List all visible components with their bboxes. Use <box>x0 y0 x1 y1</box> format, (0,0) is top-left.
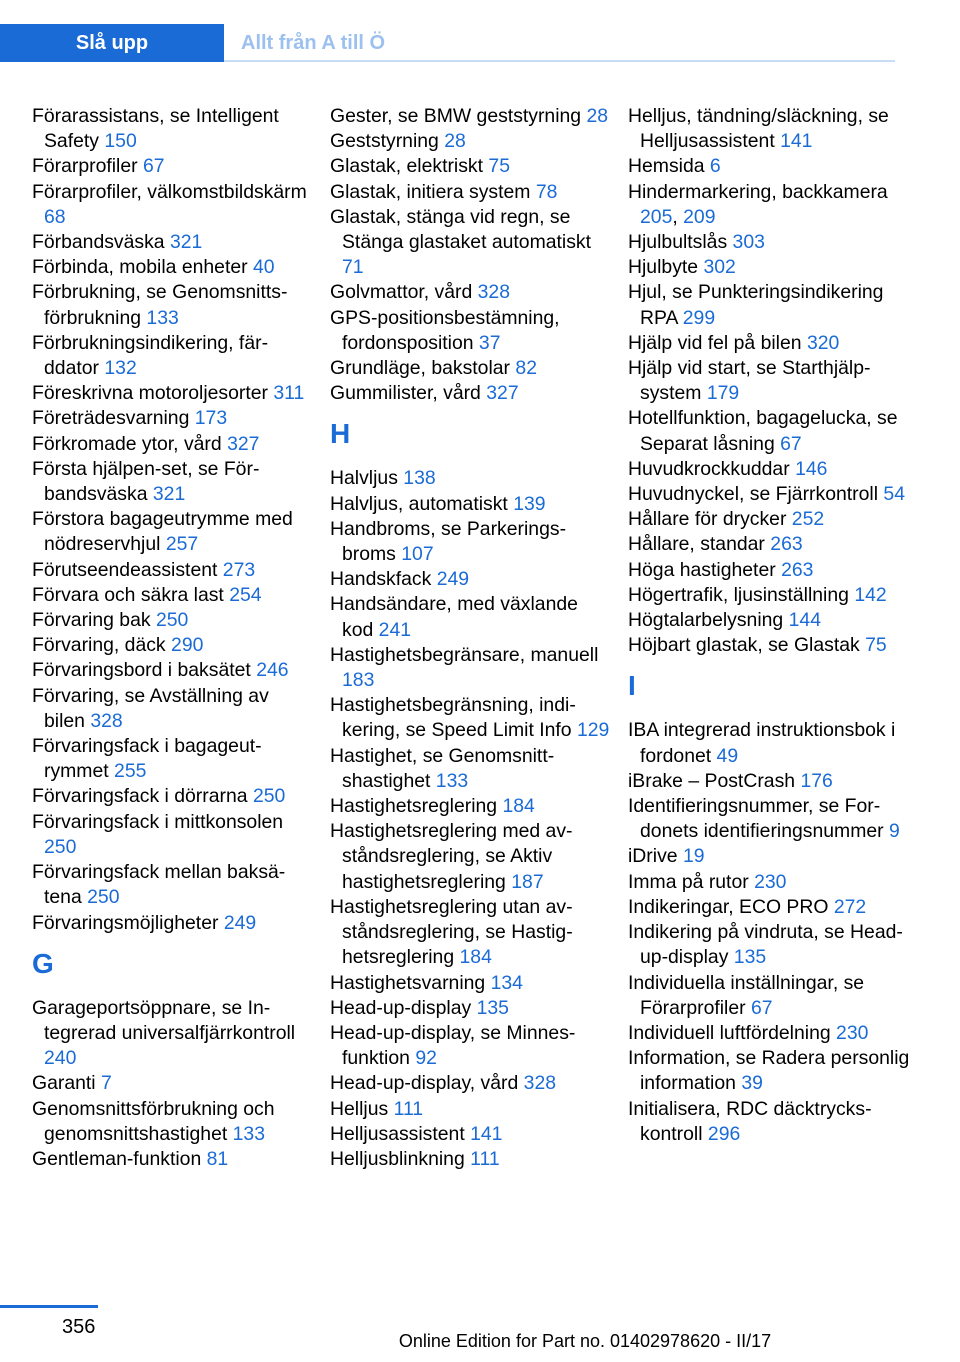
page-link[interactable]: 81 <box>206 1147 229 1170</box>
top-navigation <box>0 0 960 62</box>
index-entry-text: Grundläge, bakstolar <box>330 357 511 380</box>
index-entry <box>628 895 918 920</box>
index-entry-text: Förvaringsfack mellan baksätena <box>32 861 286 909</box>
page-link[interactable]: 230 <box>754 870 787 893</box>
page-link[interactable]: 320 <box>806 331 840 354</box>
index-entry <box>628 1046 918 1096</box>
index-entry-text: Hållare, standar <box>628 533 765 556</box>
page-link[interactable]: 273 <box>222 558 256 581</box>
index-entry-text: Hastighetsbegränsare, manuell <box>330 643 599 666</box>
index-entry-text: Head-up-display <box>330 996 472 1019</box>
index-entry <box>32 810 312 860</box>
index-entry <box>628 1097 918 1147</box>
index-entry-text: Handsändare, med växlande kod <box>330 593 578 641</box>
page-link[interactable]: 67 <box>780 432 802 455</box>
index-entry-text: Förvaringsfack i mittkonsolen <box>32 810 284 833</box>
page-link[interactable]: 263 <box>770 533 803 556</box>
index-entry-text: Förbandsväska <box>32 231 165 254</box>
page-link[interactable]: 141 <box>780 130 813 153</box>
index-entry-text: Indikering på vindruta, se Head-up-display <box>628 921 903 969</box>
index-entry <box>32 154 312 179</box>
index-entry-text: IBA integrerad instruktionsbok i fordonet <box>628 719 896 767</box>
index-entry-text: Hindermarkering, backkamera <box>628 180 888 203</box>
page-link[interactable]: 144 <box>788 609 821 632</box>
page-link[interactable]: 250 <box>87 886 120 909</box>
index-entry-text: Hastighetsreglering med avståndsreglering, se Aktiv hastighetsreglering <box>330 820 573 893</box>
index-entry <box>330 356 610 381</box>
index-entry <box>330 895 610 971</box>
index-entry-text: Hjälp vid start, se Starthjälpsystem <box>628 357 871 405</box>
index-entry-text: Förstora bagageutrymme med nödreservhjul <box>32 508 293 556</box>
page-link[interactable]: 134 <box>490 971 523 994</box>
page-link[interactable]: 133 <box>146 306 179 329</box>
index-entry <box>32 1071 312 1096</box>
index-entry <box>32 558 312 583</box>
page-link[interactable]: 240 <box>44 1047 77 1070</box>
index-entry <box>32 633 312 658</box>
page-link[interactable]: 249 <box>223 911 257 934</box>
index-entry <box>628 507 918 532</box>
index-entry-text: Hemsida <box>628 155 705 178</box>
index-entry-text: Helljus <box>330 1097 389 1120</box>
index-entry-text: Initialisera, RDC däcktryckskontroll <box>628 1097 872 1145</box>
index-entry <box>628 255 918 280</box>
index-entry-text: Förarprofiler, välkomstbildskärm <box>32 180 307 203</box>
index-entry-text: Genomsnittsförbrukning och genomsnittshastighet <box>32 1097 275 1145</box>
page-link[interactable]: 135 <box>733 946 767 969</box>
index-entry-text: Hållare för drycker <box>628 508 787 531</box>
index-entry-text: Föreskrivna motoroljesorter <box>32 382 268 405</box>
index-entry <box>32 1097 312 1147</box>
index-entry <box>628 482 918 507</box>
index-entry-text: Hastighetsreglering <box>330 795 498 818</box>
index-entry-text: Företrädesvarning <box>32 407 190 430</box>
index-entry-text: Hjälp vid fel på bilen <box>628 331 802 354</box>
page-link[interactable]: 327 <box>486 382 519 405</box>
index-entry: Hindermarkering, backkamera 205, 209 <box>628 180 888 228</box>
index-entry <box>628 583 918 608</box>
index-entry-text: Gester, se BMW geststyrning <box>330 105 582 127</box>
index-entry-text: Förutseendeassistent <box>32 558 218 581</box>
index-entry <box>628 154 918 179</box>
index-entry <box>330 1097 610 1122</box>
index-entry-text: Indikeringar, ECO PRO <box>628 895 829 918</box>
index-entry-text: Högertrafik, ljusinställning <box>628 583 849 606</box>
page-link[interactable]: 179 <box>706 382 740 405</box>
page-link[interactable]: 250 <box>252 785 286 808</box>
index-entry-text: Glastak, stänga vid regn, se Stänga glastaket automatiskt <box>330 205 591 254</box>
index-entry-text: Höga hastigheter <box>628 558 776 581</box>
page-link[interactable]: 299 <box>682 306 716 329</box>
page-link[interactable]: 255 <box>114 760 147 783</box>
page-link[interactable]: 296 <box>707 1122 741 1145</box>
page-link[interactable]: 7 <box>100 1072 112 1095</box>
page-link[interactable]: 328 <box>523 1072 557 1095</box>
page-link[interactable]: 19 <box>682 845 705 868</box>
page-link[interactable]: 272 <box>833 895 867 918</box>
page-link[interactable]: 67 <box>143 155 165 178</box>
page-link[interactable]: 250 <box>44 835 77 858</box>
index-entry <box>330 205 610 281</box>
page-link[interactable]: 37 <box>478 331 501 354</box>
page-link[interactable]: 6 <box>709 155 721 178</box>
page-link[interactable]: 303 <box>732 231 765 254</box>
index-entry-text: Höjbart glastak, se Glastak <box>628 634 860 657</box>
index-entry-text: Högtalarbelysning <box>628 609 784 632</box>
index-entry-text: Golvmattor, vård <box>330 281 473 304</box>
index-entry <box>330 517 610 567</box>
index-entry <box>32 331 312 381</box>
page-link[interactable]: 241 <box>378 618 412 641</box>
page-link[interactable]: 67 <box>751 996 773 1019</box>
footer-rule <box>0 1305 98 1308</box>
index-entry-text: Förvaringsbord i baksätet <box>32 659 251 682</box>
index-entry-text: Hjulbyte <box>628 256 699 279</box>
index-entry <box>628 971 918 1021</box>
index-entry <box>330 280 610 305</box>
index-entry-text: Helljus, tändning/släckning, se Helljusassistent <box>628 105 889 153</box>
index-entry <box>32 1147 312 1172</box>
page-link[interactable]: 311 <box>273 382 305 405</box>
page-link[interactable]: 28 <box>586 105 609 127</box>
page-link[interactable]: 54 <box>883 483 905 506</box>
index-entry <box>628 920 918 970</box>
index-entry <box>330 492 610 517</box>
index-entry <box>628 331 918 356</box>
index-entry <box>32 583 312 608</box>
page-link[interactable]: 39 <box>741 1072 763 1095</box>
page-link[interactable]: 142 <box>854 583 887 606</box>
index-entry <box>32 684 312 734</box>
index-entry-text: Förvaring bak <box>32 609 151 632</box>
page-link[interactable]: 133 <box>435 769 469 792</box>
index-entry-text: iDrive <box>628 845 678 868</box>
page-link[interactable]: 68 <box>44 205 66 228</box>
index-entry-text: Individuella inställningar, se Förarprofiler <box>628 971 865 1019</box>
index-entry-text: Förvaringsfack i dörrarna <box>32 785 248 808</box>
index-entry <box>628 718 918 768</box>
page-link[interactable]: 230 <box>836 1021 869 1044</box>
index-entry <box>32 457 312 507</box>
index-entry <box>330 794 610 819</box>
page-link[interactable]: 184 <box>502 795 535 818</box>
index-entry-text: Förarassistans, se Intelligent Safety <box>32 105 279 153</box>
index-entry <box>330 466 610 491</box>
index-entry <box>628 794 918 844</box>
index-entry <box>628 280 918 330</box>
index-entry-text: Huvudnyckel, se Fjärrkontroll <box>628 483 879 506</box>
index-entry <box>32 406 312 431</box>
index-entry <box>32 230 312 255</box>
index-column-3 <box>628 104 918 1147</box>
page-link[interactable]: 111 <box>470 1147 500 1170</box>
page-link[interactable]: 205 <box>640 205 673 228</box>
index-entry-text: Hjulbultslås <box>628 231 728 254</box>
page-link[interactable]: 133 <box>232 1122 265 1145</box>
section-letter: G <box>32 947 54 979</box>
index-entry <box>628 769 918 794</box>
index-entry <box>330 1071 610 1096</box>
index-entry-text: Garageportsöppnare, se Integrerad universalfjärrkontroll <box>32 996 296 1044</box>
index-entry <box>32 280 312 330</box>
page-link[interactable]: 321 <box>169 231 203 254</box>
index-entry <box>628 608 918 633</box>
page-link[interactable]: 327 <box>227 432 260 455</box>
page-link[interactable]: 132 <box>104 357 137 380</box>
index-entry-text: Förvaringsmöjligheter <box>32 911 219 934</box>
index-entry-text: Information, se Radera personlig information <box>628 1047 910 1095</box>
index-entry-text: Identifieringsnummer, se Fordonets identifieringsnummer <box>628 795 884 843</box>
page-link[interactable]: 246 <box>256 659 289 682</box>
index-entry <box>628 633 918 658</box>
index-entry-text: Handbroms, se Parkeringsbroms <box>330 517 567 566</box>
index-entry-text: Imma på rutor <box>628 870 749 893</box>
page-link[interactable]: 40 <box>252 256 275 279</box>
section-letter: I <box>628 670 636 702</box>
index-entry-text: GPS-positionsbestämning, fordonsposition <box>330 306 560 354</box>
index-entry-text: Glastak, elektriskt <box>330 155 484 178</box>
index-entry-text: Hotellfunktion, bagagelucka, se Separat låsning <box>628 407 898 455</box>
page-link[interactable]: 107 <box>401 543 434 566</box>
index-entry <box>628 558 918 583</box>
index-entry <box>628 844 918 869</box>
page-link[interactable]: 9 <box>888 820 900 843</box>
index-entry <box>330 381 610 406</box>
index-entry-text: Förbrukning, se Genomsnittsförbrukning <box>32 281 288 329</box>
index-entry-text: Förvara och säkra last <box>32 583 224 606</box>
index-entry-text: Förvaring, däck <box>32 634 166 657</box>
page-link[interactable]: 183 <box>342 669 375 692</box>
page-link[interactable]: 146 <box>795 457 828 480</box>
page-link[interactable]: 290 <box>171 634 204 657</box>
index-entry-text: Förvaringsfack i bagageutrymmet <box>32 735 262 783</box>
page-link[interactable]: 250 <box>155 609 189 632</box>
index-entry-text: Helljusassistent <box>330 1122 465 1145</box>
index-entry-text: Garanti <box>32 1072 96 1095</box>
index-entry <box>32 507 312 557</box>
page-link[interactable]: 254 <box>229 583 262 606</box>
index-entry-text: Förkromade ytor, vård <box>32 432 222 455</box>
page-link[interactable]: 82 <box>515 357 537 380</box>
edition-footer: Online Edition for Part no. 01402978620 - II/17 <box>398 1331 772 1351</box>
index-entry-text: Handskfack <box>330 568 432 591</box>
index-entry <box>628 406 918 456</box>
index-column-1 <box>32 104 312 1172</box>
index-entry-text: Gummilister, vård <box>330 382 481 405</box>
index-entry-text: Glastak, initiera system <box>330 180 531 203</box>
page-link[interactable]: 184 <box>459 946 492 969</box>
page-link[interactable]: 209 <box>683 205 716 228</box>
index-entry-text: Head-up-display, se Minnesfunktion <box>330 1021 576 1070</box>
page-link[interactable]: 249 <box>436 568 470 591</box>
page-link[interactable]: 328 <box>90 709 123 732</box>
page-link[interactable]: 129 <box>576 719 610 742</box>
index-entry <box>32 658 312 683</box>
index-entry-text: iBrake – PostCrash <box>628 769 796 792</box>
index-entry <box>330 1122 610 1147</box>
page-link[interactable]: 150 <box>104 130 137 153</box>
index-entry <box>330 306 610 356</box>
index-entry-text: Halvljus, automatiskt <box>330 492 508 515</box>
header-rule <box>224 60 895 62</box>
page-link[interactable]: 75 <box>488 155 510 178</box>
index-entry <box>628 870 918 895</box>
index-entry <box>330 819 610 895</box>
index-column-2 <box>330 104 610 1172</box>
index-entry-text: Förbrukningsindikering, färddator <box>32 331 269 380</box>
page-link[interactable]: 71 <box>342 256 364 279</box>
index-entry <box>330 104 610 129</box>
page-link[interactable]: 141 <box>470 1122 503 1145</box>
index-entry-text: Förarprofiler <box>32 155 138 178</box>
index-entry-text: Hastighetsvarning <box>330 971 486 994</box>
page-link[interactable]: 328 <box>477 281 510 304</box>
index-entry <box>330 180 610 205</box>
index-entry <box>330 1021 610 1071</box>
index-entry-text: Gentleman-funktion <box>32 1147 202 1170</box>
index-entry <box>32 381 312 406</box>
page-link[interactable]: 173 <box>194 407 228 430</box>
index-entry-text: Hastighetsreglering utan avståndsreglering, se Hastighetsreglering <box>330 895 573 969</box>
index-entry <box>330 567 610 592</box>
page-link[interactable]: 28 <box>444 130 466 153</box>
index-entry <box>330 1147 610 1172</box>
index-entry <box>32 784 312 809</box>
page-link[interactable]: 176 <box>800 769 833 792</box>
index-entry <box>330 643 610 693</box>
index-entry-text: Huvudkrockkuddar <box>628 457 790 480</box>
index-entry-text: Hastighetsbegränsning, indikering, se Speed Limit Info <box>330 694 576 742</box>
index-entry <box>330 971 610 996</box>
page-link[interactable]: 138 <box>403 467 436 490</box>
index-entry <box>330 996 610 1021</box>
index-entry <box>32 860 312 910</box>
index-entry-text: Head-up-display, vård <box>330 1072 519 1095</box>
page-link[interactable]: 139 <box>513 492 546 515</box>
index-entry-text: Förbinda, mobila enheter <box>32 256 248 279</box>
index-entry-text: Hastighet, se Genomsnittshastighet <box>330 744 555 792</box>
index-entry <box>32 432 312 457</box>
index-entry <box>330 129 610 154</box>
section-letter: H <box>330 418 351 450</box>
index-entry <box>32 996 312 1072</box>
index-entry <box>628 104 918 154</box>
index-entry <box>628 230 918 255</box>
index-entry <box>628 1021 918 1046</box>
index-entry <box>32 911 312 936</box>
page-link[interactable]: 111 <box>393 1097 424 1120</box>
index-entry <box>330 744 610 794</box>
page-link[interactable]: 187 <box>511 870 544 893</box>
page-link[interactable]: 302 <box>703 256 736 279</box>
index-entry <box>32 104 312 154</box>
index-entry <box>330 154 610 179</box>
page-link[interactable]: 321 <box>152 483 186 506</box>
page-link[interactable]: 92 <box>415 1047 437 1070</box>
index-entry <box>628 532 918 557</box>
index-entry <box>628 457 918 482</box>
page-number: 356 <box>62 1316 96 1338</box>
index-entry-text: Första hjälpen-set, se Förbandsväska <box>32 457 260 506</box>
page-link[interactable]: 252 <box>791 508 825 531</box>
index-entry-text: Halvljus <box>330 467 398 490</box>
index-entry <box>32 734 312 784</box>
index-entry-text: Individuell luftfördelning <box>628 1021 831 1044</box>
index-entry <box>32 255 312 280</box>
page-link[interactable]: 78 <box>535 180 558 203</box>
page-link[interactable]: 135 <box>476 996 509 1019</box>
tab-allt-fran-a-till-o[interactable]: Allt från A till Ö <box>241 31 386 54</box>
index-entry-text: Hjul, se Punkteringsindikering RPA <box>628 281 884 329</box>
index-entry <box>330 592 610 642</box>
tab-sla-upp[interactable]: Slå upp <box>0 24 224 62</box>
index-entry-text: Förvaring, se Avställning av bilen <box>32 684 269 732</box>
index-entry-text: Geststyrning <box>330 130 439 153</box>
index-entry <box>32 180 312 230</box>
page-link[interactable]: 263 <box>781 558 814 581</box>
page-link[interactable]: 49 <box>716 744 739 767</box>
page-link[interactable]: 75 <box>865 634 887 657</box>
index-entry <box>628 356 918 406</box>
index-entry <box>330 693 610 743</box>
index-entry <box>32 608 312 633</box>
page-link[interactable]: 257 <box>165 533 199 556</box>
index-entry-text: Helljusblinkning <box>330 1147 465 1170</box>
